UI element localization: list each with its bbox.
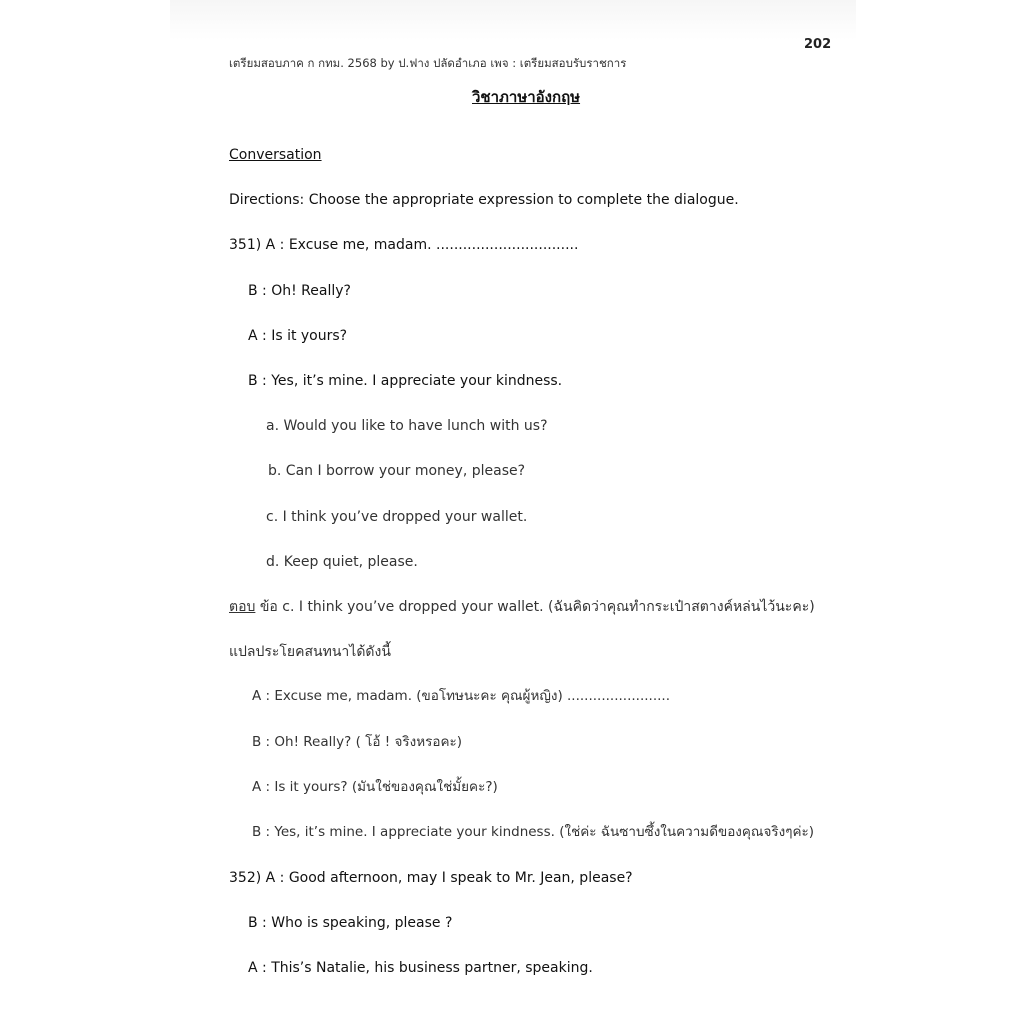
q351-line-1: 351) A : Excuse me, madam. ................................: [229, 237, 579, 253]
q351-option-b: b. Can I borrow your money, please?: [268, 463, 526, 479]
q351-line-2: B : Oh! Really?: [248, 283, 351, 299]
q351-line-4: B : Yes, it’s mine. I appreciate your kindness.: [248, 373, 563, 389]
q352-line-1: 352) A : Good afternoon, may I speak to Mr. Jean, please?: [229, 870, 633, 886]
subject-title: วิชาภาษาอังกฤษ: [472, 88, 581, 106]
q351-option-c: c. I think you’ve dropped your wallet.: [266, 509, 528, 525]
translation-line-1: A : Excuse me, madam. (ขอโทษนะคะ คุณผู้หญิง) ........................: [252, 688, 671, 704]
translation-line-2: B : Oh! Really? ( โอ้ ! จริงหรอคะ): [252, 734, 463, 750]
page-number: 202: [804, 37, 832, 52]
translation-line-3: A : Is it yours? (มันใช่ของคุณใช่มั้ยคะ?): [252, 779, 498, 795]
q351-line-3: A : Is it yours?: [248, 328, 348, 344]
q351-option-d: d. Keep quiet, please.: [266, 554, 418, 570]
q351-answer: [229, 600, 815, 614]
q352-line-3: A : This’s Natalie, his business partner, speaking.: [248, 960, 593, 976]
directions-text: Directions: Choose the appropriate expression to complete the dialogue.: [229, 192, 739, 208]
translation-heading: แปลประโยคสนทนาได้ดังนี้: [229, 644, 391, 660]
scan-top-shadow: [170, 0, 856, 40]
q352-line-2: B : Who is speaking, please ?: [248, 915, 453, 931]
running-header: เตรียมสอบภาค ก กทม. 2568 by ป.ฟาง ปลัดอำเภอ เพจ : เตรียมสอบรับราชการ: [229, 56, 627, 70]
answer-text: ข้อ c. I think you’ve dropped your wallet. (ฉันคิดว่าคุณทำกระเป๋าสตางค์หล่นไว้นะคะ): [255, 599, 815, 615]
section-title: Conversation: [229, 147, 322, 163]
translation-line-4: B : Yes, it’s mine. I appreciate your kindness. (ใช่ค่ะ ฉันซาบซึ้งในความดีของคุณจริงๆค่ะ): [252, 824, 815, 840]
q351-option-a: a. Would you like to have lunch with us?: [266, 418, 548, 434]
answer-label: ตอบ: [229, 599, 256, 615]
